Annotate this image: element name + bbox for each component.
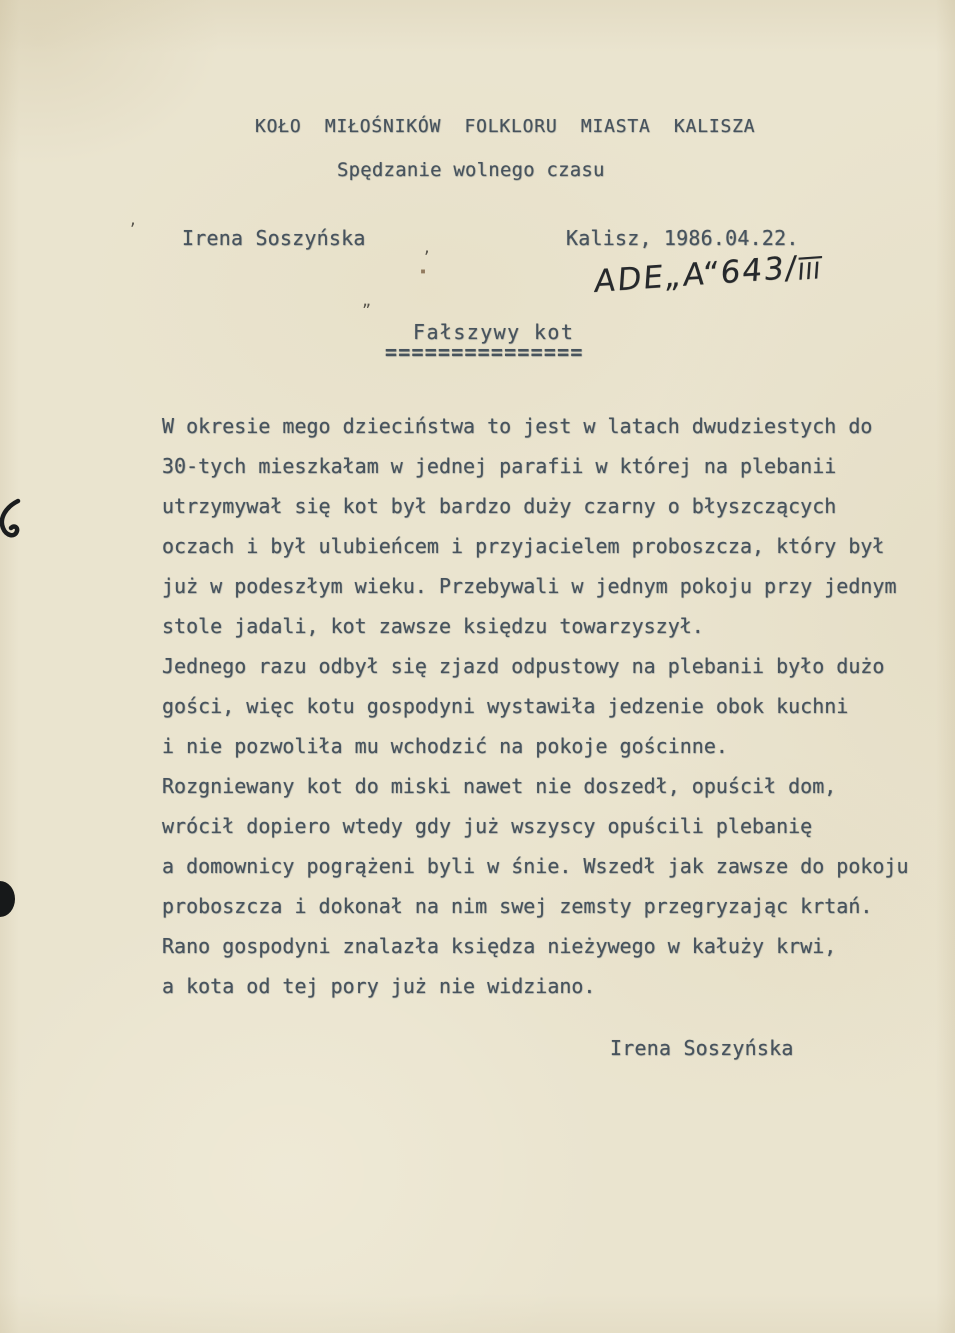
ink-hook-mark <box>0 498 22 550</box>
body-line: już w podeszłym wieku. Przebywali w jednym pokoju przy jednym <box>162 574 897 598</box>
body-line: gości, więc kotu gospodyni wystawiła jedzenie obok kuchni <box>162 694 849 718</box>
stray-mark: ▪ <box>420 266 427 277</box>
story-body <box>162 406 909 1006</box>
place-and-date: Kalisz, 1986.04.22. <box>566 226 799 250</box>
body-line: Jednego razu odbył się zjazd odpustowy na plebanii było dużo <box>162 654 885 678</box>
organization-title: KOŁO MIŁOŚNIKÓW FOLKLORU MIASTA KALISZA <box>255 116 756 137</box>
body-line: a kota od tej pory już nie widziano. <box>162 974 596 998</box>
body-line: W okresie mego dzieciństwa to jest w latach dwudziestych do <box>162 414 873 438</box>
document-subtitle: Spędzanie wolnego czasu <box>337 159 605 181</box>
body-line: 30-tych mieszkałam w jednej parafii w której na plebanii <box>162 454 837 478</box>
author-name: Irena Soszyńska <box>182 226 366 250</box>
stray-mark: ’ <box>422 248 432 266</box>
handwritten-archive-number <box>593 248 823 300</box>
stray-mark: ’ <box>128 220 138 238</box>
body-line: utrzymywał się kot był bardzo duży czarny o błyszczących <box>162 494 837 518</box>
archive-number-main: ADE„A“643/ <box>593 249 800 301</box>
stray-mark: „ <box>362 292 372 310</box>
body-line: i nie pozwoliła mu wchodzić na pokoje gościnne. <box>162 734 728 758</box>
body-line: proboszcza i dokonał na nim swej zemsty przegryzając krtań. <box>162 894 873 918</box>
ink-blot-mark <box>0 880 16 920</box>
body-line: a domownicy pogrążeni byli w śnie. Wszedł jak zawsze do pokoju <box>162 854 909 878</box>
body-line: wrócił dopiero wtedy gdy już wszyscy opuścili plebanię <box>162 814 813 838</box>
archive-number-roman-numeral: $\overline{III}$ <box>796 258 822 286</box>
body-line: oczach i był ulubieńcem i przyjacielem proboszcza, który był <box>162 534 885 558</box>
body-line: Rano gospodyni znalazła księdza nieżywego w kałuży krwi, <box>162 934 837 958</box>
body-line: Rozgniewany kot do miski nawet nie doszedł, opuścił dom, <box>162 774 837 798</box>
signature-name: Irena Soszyńska <box>610 1036 794 1060</box>
title-underline: =============== <box>385 340 584 364</box>
story-title: Fałszywy kot <box>413 320 575 344</box>
body-line: stole jadali, kot zawsze księdzu towarzyszył. <box>162 614 704 638</box>
